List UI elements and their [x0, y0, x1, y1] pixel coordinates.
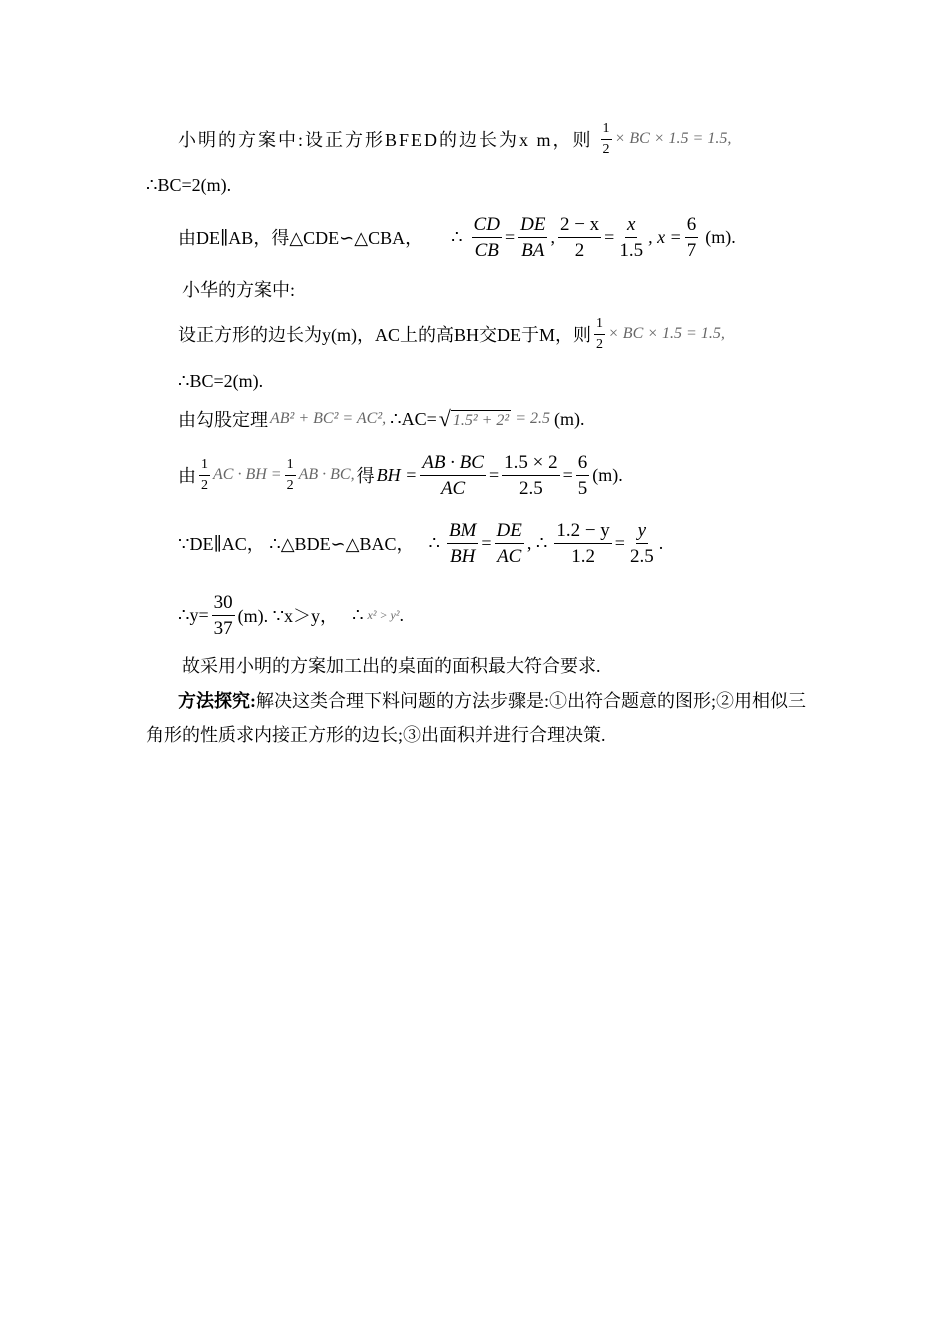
method-paragraph — [146, 684, 816, 752]
method-text: 解决这类合理下料问题的方法步骤是:①出符合题意的图形;②用相似三角形的性质求内接正方形的边长;③出面积并进行合理决策. — [146, 691, 806, 745]
period: . — [399, 604, 404, 625]
fraction-2-minus-x: $\frac{2 - x}{2}$ — [559, 213, 600, 261]
fraction-1-5x2-over-2-5: $\frac{1.5 \times 2}{2.5}$ — [504, 451, 558, 499]
line-3 — [178, 212, 736, 262]
line-2-text: ∴BC=2(m). — [146, 174, 232, 195]
fraction-cd-cb: $\frac{CD}{CB}$ — [473, 213, 500, 261]
fraction-half: $\frac{1}{2}$ — [596, 315, 603, 352]
equals-sign: = — [504, 226, 516, 247]
comma-therefore: , ∴ — [526, 532, 548, 553]
equals-sign: = — [614, 532, 625, 553]
fraction-x-1-5: $\frac{x}{1.5}$ — [619, 213, 644, 261]
pythagoras-label: 由勾股定理 — [178, 410, 268, 430]
fraction-de-ac: $\frac{DE}{AC}$ — [496, 519, 522, 567]
equals-sign: = — [604, 226, 615, 247]
method-heading: 方法探究: — [178, 691, 256, 711]
comma: , — [550, 226, 555, 247]
ac-value: = 2.5 — [515, 410, 551, 427]
line-11 — [182, 640, 601, 690]
therefore-symbol: ∴ — [451, 226, 463, 247]
unit-m: (m). — [554, 408, 585, 429]
fraction-de-ba: $\frac{DE}{BA}$ — [520, 213, 546, 261]
area-expression-b: AB · BC, — [298, 466, 355, 483]
x-equals: , x = — [648, 226, 682, 247]
line-9 — [178, 518, 663, 568]
fraction-6-7: $\frac{6}{7}$ — [686, 213, 697, 261]
line-4-text: 小华的方案中: — [182, 280, 296, 300]
fraction-ab-bc-over-ac: $\frac{AB \cdot BC}{AC}$ — [422, 451, 484, 499]
de-word: 得 — [356, 466, 375, 486]
line-1 — [178, 114, 731, 164]
therefore-symbol: ∴ — [352, 604, 364, 625]
square-root: √ 1.5² + 2² — [438, 406, 510, 431]
fraction-6-5: $\frac{6}{5}$ — [577, 451, 588, 499]
area-equation: × BC × 1.5 = 1.5, — [614, 130, 732, 147]
line-10 — [178, 590, 404, 640]
square-comparison: x² > y² — [367, 607, 400, 622]
pythagoras-equation: AB² + BC² = AC², — [270, 410, 387, 427]
line-8-prefix: 由 — [178, 466, 196, 486]
equals-sign: = — [481, 532, 492, 553]
conclusion-text: 故采用小明的方案加工出的桌面的面积最大符合要求. — [182, 656, 601, 676]
fraction-bm-bh: $\frac{BM}{BH}$ — [448, 519, 477, 567]
line-1-text: 小明的方案中:设正方形BFED的边长为x m，则 — [178, 130, 593, 150]
line-7 — [178, 394, 585, 444]
ac-equals: ∴AC= — [390, 408, 437, 429]
line-4 — [182, 264, 295, 314]
line-5 — [178, 309, 725, 359]
line-5-text: 设正方形的边长为y(m)，AC上的高BH交DE于M，则 — [178, 325, 591, 345]
unit-m: (m). — [705, 226, 736, 247]
area-expression-a: AC · BH = — [213, 466, 282, 483]
fraction-30-37: $\frac{30}{37}$ — [213, 591, 233, 639]
comparison-text: (m). ∵x＞y， — [237, 606, 339, 626]
bh-equals: BH = — [376, 464, 418, 485]
period: . — [658, 532, 664, 553]
fraction-half: $\frac{1}{2}$ — [602, 120, 610, 157]
equals-sign: = — [562, 464, 573, 485]
line-8 — [178, 450, 623, 500]
line-9-text: ∵DE∥AC， ∴△BDE∽△BAC， — [178, 534, 415, 554]
equals-sign: = — [488, 464, 500, 485]
fraction-half: $\frac{1}{2}$ — [286, 456, 294, 493]
area-equation: × BC × 1.5 = 1.5, — [608, 325, 725, 342]
fraction-half: $\frac{1}{2}$ — [201, 456, 208, 493]
line-3-text: 由DE∥AB，得△CDE∽△CBA， — [178, 228, 424, 248]
line-6-text: ∴BC=2(m). — [178, 370, 264, 391]
therefore-symbol: ∴ — [428, 532, 440, 553]
fraction-1-2-minus-y: $\frac{1.2 - y}{1.2}$ — [556, 519, 610, 567]
y-equals: ∴y= — [178, 604, 209, 625]
line-2 — [146, 160, 231, 210]
unit-m: (m). — [592, 464, 623, 485]
fraction-y-2-5: $\frac{y}{2.5}$ — [629, 519, 654, 567]
